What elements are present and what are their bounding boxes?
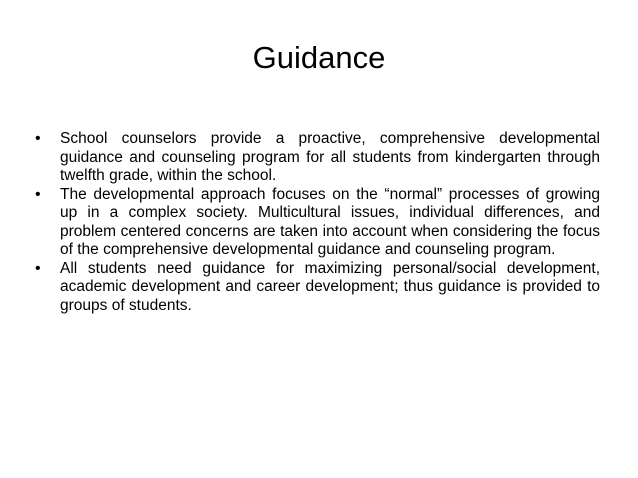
bullet-text: The developmental approach focuses on the “normal” processes of growing up in a complex society. Multicultural issues, individual differences, and problem centered concerns are taken into account when considering the focus of the comprehensive developmental guidance and counseling program.: [60, 185, 600, 258]
bullet-item: [35, 130, 600, 186]
bullet-icon: •: [35, 259, 41, 277]
bullet-item: [35, 186, 600, 260]
bullet-item: [35, 260, 600, 316]
bullet-text: School counselors provide a proactive, comprehensive developmental guidance and counseling program for all students from kindergarten through twelfth grade, within the school.: [60, 130, 600, 184]
bullet-list: [35, 130, 600, 315]
bullet-icon: •: [35, 185, 41, 203]
bullet-icon: •: [35, 130, 41, 147]
slide-title: Guidance: [252, 40, 386, 75]
bullet-text: All students need guidance for maximizing personal/social development, academic development and career development; thus guidance is provided to groups of students.: [60, 259, 600, 314]
